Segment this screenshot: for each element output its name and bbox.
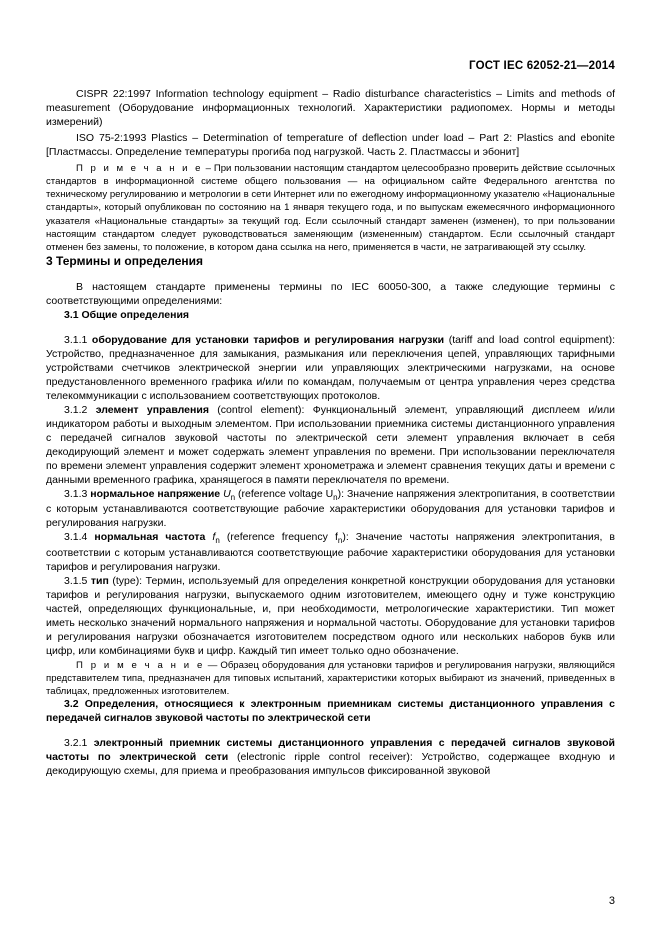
section-heading-3: 3 Термины и определения: [46, 254, 204, 269]
term-definition: (electronic ripple control receiver): Устройство, содержащее входную и декодирующую схемы, для приема и преобразования импульсов фиксированной звуковой: [46, 751, 615, 778]
term-number: 3.2.1: [64, 737, 94, 750]
note-label: П р и м е ч а н и е: [76, 162, 203, 174]
reference-cispr: CISPR 22:1997 Information technology equipment – Radio disturbance characteristics – Limits and methods of measurement (Оборудование информационных технологий. Характеристики радиопомех. Нормы и методы измерений): [46, 88, 615, 128]
term-name: оборудование для установки тарифов и регулирования нагрузки: [91, 334, 445, 347]
note-type-sample: [46, 659, 615, 699]
term-symbol-subscript: n: [215, 536, 220, 546]
term-definition: (control element): Функциональный элемент, управляющий дисплеем и/или индикатором работы и выходным элементом. При использовании приемника системы дистанционного управления с передачей сигналов звуковой частоты по электрической сети элемент управления включает в себя декодирующий элемент и может содержать элемент управления по времени. При использовании переключателя по времени элемент управления содержит элемент хронометража и элемент сравнения текущих даты и времени с данными временного графика, хранящегося в памяти переключателя по времени.: [46, 403, 615, 486]
term-definition-part1: (reference voltage U: [235, 487, 334, 500]
term-number: 3.1.4: [64, 531, 95, 544]
subsection-heading-3-1: 3.1 Общие определения: [64, 309, 190, 322]
term-3-1-1: [46, 334, 615, 404]
term-3-1-3: [46, 488, 615, 532]
note-label: П р и м е ч а н и е: [76, 659, 205, 671]
term-number: 3.1.3: [64, 487, 91, 500]
term-symbol: f: [212, 531, 216, 544]
term-number: 3.1.1: [64, 334, 92, 347]
term-name: элемент управления: [95, 403, 209, 416]
term-definition-subscript: n: [337, 536, 343, 546]
term-name: нормальное напряжение: [90, 487, 221, 500]
term-name: электронный приемник системы дистанционного управления с передачей сигналов звуковой частоты по электрической сети: [46, 737, 615, 764]
page-header: ГОСТ IEC 62052-21—2014: [469, 60, 615, 72]
reference-iso: ISO 75-2:1993 Plastics – Determination of temperature of deflection under load – Part 2: Plastics and ebonite [Пластмассы. Определение температуры прогиба под нагрузкой. Часть 2. Пластмассы и эбонит]: [46, 131, 615, 158]
section-3-intro: В настоящем стандарте применены термины по IEC 60050-300, а также следующие термины с соответствующими определениями:: [46, 281, 615, 308]
note-text: – При пользовании настоящим стандартом целесообразно проверить действие ссылочных стандартов в информационной системе общего пользования — на официальном сайте Федерального агентства по техническому регулированию и метрологии в сети Интернет или по ежегодному информационному указателю «Национальные стандарты», который опубликован по состоянию на 1 января текущего года, и по выпускам ежемесячного информационного указателя «Национальные стандарты» за текущий год. Если ссылочный стандарт заменен (изменен), то при пользовании настоящим стандартом следует руководствоваться заменяющим (измененным) стандартом. Если ссылочный стандарт отменен без замены, то положение, в котором дана ссылка на него, применяется в части, не затрагивающей эту ссылку.: [46, 162, 615, 254]
term-3-2-1: [46, 737, 615, 779]
term-symbol-subscript: n: [230, 492, 236, 502]
term-definition: (tariff and load control equipment): Устройство, предназначенное для замыкания, размыкания или переключения цепей, управляющих тарифными устройствами счетчиков электрической энергии или управляющих электрическими нагрузками, на основе предустановленного временного графика и/или по командам, получаемым от центра управления через средства телекоммуникации с использованием соответствующих протоколов.: [46, 334, 615, 403]
page-number: 3: [608, 895, 615, 907]
term-3-1-2: [46, 404, 615, 488]
term-definition-part2: ): Значение частоты напряжения электропитания, в соответствии с которым устанавливаются соответствующие рабочие характеристики оборудования для установки тарифов и регулирования нагрузки.: [46, 531, 616, 573]
term-definition-subscript: n: [333, 492, 338, 502]
term-3-1-4: [46, 531, 615, 575]
term-definition: (type): Термин, используемый для определения конкретной конструкции оборудования для установки тарифов и регулирования нагрузки, выпускаемого одним изготовителем, имеющего одну и туже конструкцию частей, определяющих функциональные, и, при необходимости, метрологические характеристики. Тип может иметь несколько значений нормального напряжения и нормальной частоты. Оборудование для установки тарифов и регулирования нагрузки обозначается изготовителем посредством одного или нескольких наборов букв или цифр, или комбинациями букв и цифр. Каждый тип имеет только одно обозначение.: [46, 574, 615, 657]
subsection-heading-3-2: 3.2 Определения, относящиеся к электронным приемникам системы дистанционного управления с передачей сигналов звуковой частоты по электрической сети: [46, 698, 615, 725]
term-name: тип: [90, 574, 109, 587]
term-number: 3.1.5: [64, 574, 91, 587]
note-text: — Образец оборудования для установки тарифов и регулирования нагрузки, являющийся представителем типа, предназначен для типовых испытаний, характеристики которых выбирают из значений, приведенных в таблицах, предложенных изготовителем.: [46, 659, 615, 698]
term-symbol: U: [223, 487, 231, 500]
term-definition-part1: (reference frequency f: [219, 531, 338, 544]
term-name: нормальная частота: [94, 531, 206, 544]
term-definition-part2: ): Значение напряжения электропитания, в соответствии с которым устанавливаются соответствующие рабочие характеристики оборудования для установки тарифов и регулирования нагрузки.: [46, 487, 615, 530]
term-3-1-5: [46, 575, 615, 659]
term-number: 3.1.2: [64, 403, 96, 416]
note-reference-standards: [46, 162, 615, 255]
